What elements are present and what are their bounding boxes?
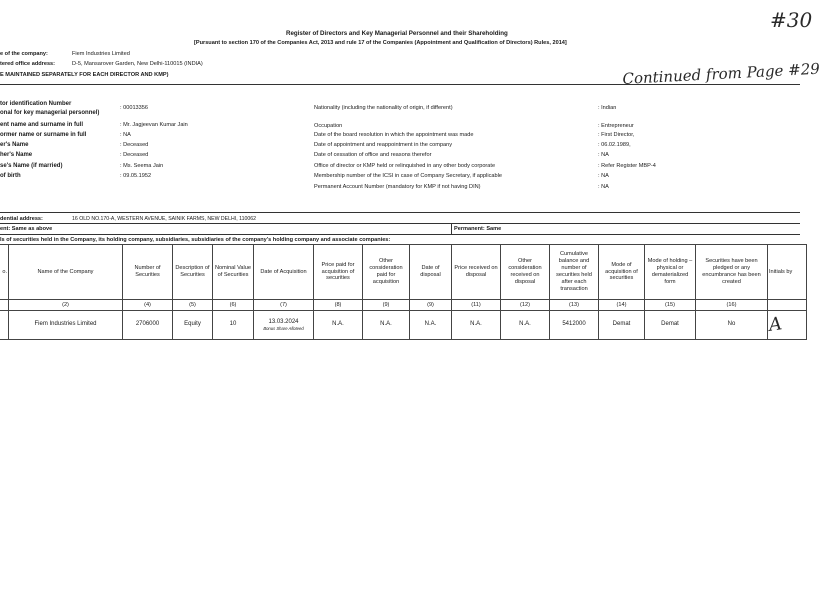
col-header-mode-hold: Mode of holding – physical or dematerialized form [645, 245, 696, 300]
permanent-address-label: Permanent: Same [454, 226, 502, 232]
col-header-other-received: Other consideration received on disposal [501, 245, 550, 300]
register-title: Register of Directors and Key Managerial Personnel and their Shareholding [286, 30, 508, 37]
father-name-value: : Deceased [120, 142, 149, 148]
cell-number: 2706000 [123, 311, 173, 340]
name-value: : Mr. Jagjeevan Kumar Jain [120, 122, 188, 128]
pan-label: Permanent Account Number (mandatory for KMP if not having DIN) [314, 184, 481, 190]
mother-name-label: her's Name [0, 152, 33, 158]
underline-divider [0, 84, 800, 85]
icsi-label: Membership number of the ICSI in case of Company Secretary, if applicable [314, 173, 502, 179]
col-header-price-paid: Price paid for acquisition of securities [314, 245, 363, 300]
cell-disposal-date: N.A. [410, 311, 452, 340]
nationality-label: Nationality (including the nationality of origin, if different) [314, 105, 453, 111]
address-vertical-divider [451, 223, 452, 234]
col-header-cumulative: Cumulative balance and number of securities held after each transaction [550, 245, 599, 300]
pan-value: : NA [598, 184, 609, 190]
maintained-note: E MAINTAINED SEPARATELY FOR EACH DIRECTOR AND KMP) [0, 72, 169, 78]
table-row [0, 311, 807, 340]
name-label: ent name and surname in full [0, 122, 84, 128]
former-name-label: ormer name or surname in full [0, 132, 87, 138]
appointment-date-label: Date of appointment and reappointment in the company [314, 142, 453, 148]
board-resolution-label: Date of the board resolution in which the appointment was made [314, 132, 474, 138]
din-value: : 00013356 [120, 105, 148, 111]
spouse-name-label: se's Name (if married) [0, 163, 63, 169]
dob-label: of birth [0, 173, 21, 179]
col-number: (9) [363, 300, 410, 311]
col-number: (12) [501, 300, 550, 311]
col-number: (13) [550, 300, 599, 311]
cell-other-received: N.A. [501, 311, 550, 340]
securities-heading: ls of securities held in the Company, its holding company, subsidiaries, subsidiaries of the company's holding company and associate companies: [0, 237, 391, 243]
table-number-row [0, 300, 807, 311]
cell-other-paid: N.A. [363, 311, 410, 340]
residential-label: dential address: [0, 216, 43, 222]
icsi-value: : NA [598, 173, 609, 179]
col-number: (14) [599, 300, 645, 311]
acq-date-value: 13.03.2024 [268, 318, 299, 325]
office-label: tered office address: [0, 61, 56, 67]
col-number [768, 300, 807, 311]
cell-mode-acq: Demat [599, 311, 645, 340]
securities-table [0, 244, 807, 340]
col-header-pledged: Securities have been pledged or any encumbrance has been created [696, 245, 768, 300]
register-subtitle: [Pursuant to section 170 of the Companies Act, 2013 and rule 17 of the Companies (Appointment and Qualification of Directors) Rules, 2014] [194, 40, 567, 46]
initials-signature: A [767, 312, 784, 336]
company-label: e of the company: [0, 51, 48, 57]
cell-company: Fiem Industries Limited [9, 311, 123, 340]
cell-sno [0, 311, 9, 340]
col-number: (2) [9, 300, 123, 311]
col-number [0, 300, 9, 311]
col-number: (8) [314, 300, 363, 311]
cell-description: Equity [173, 311, 213, 340]
other-office-value: : Refer Register MBP-4 [598, 163, 656, 169]
col-number: (16) [696, 300, 768, 311]
col-number: (5) [173, 300, 213, 311]
cell-price-paid: N.A. [314, 311, 363, 340]
cell-mode-hold: Demat [645, 311, 696, 340]
acq-date-note: Bonus Share Alloteed [263, 326, 304, 332]
nationality-value: : Indian [598, 105, 617, 111]
col-header-nominal: Nominal Value of Securities [213, 245, 254, 300]
col-header-sno: o. [0, 245, 9, 300]
col-number: (4) [123, 300, 173, 311]
present-address-label: ent: Same as above [0, 226, 53, 232]
col-number: (15) [645, 300, 696, 311]
left-fields [0, 101, 310, 191]
col-header-price-received: Price received on disposal [452, 245, 501, 300]
cell-nominal: 10 [213, 311, 254, 340]
handwritten-note: Continued from Page #29 [622, 59, 820, 88]
board-resolution-value: : First Director, [598, 132, 635, 138]
cell-price-received: N.A. [452, 311, 501, 340]
col-header-mode-acq: Mode of acquisition of securities [599, 245, 645, 300]
mother-name-value: : Deceased [120, 152, 149, 158]
office-value: D-5, Mansarover Garden, New Delhi-110015 (INDIA) [72, 61, 203, 67]
company-value: Fiem Industries Limited [72, 51, 130, 57]
cell-initials [768, 311, 807, 340]
occupation-value: : Entrepreneur [598, 123, 634, 129]
din-label: tor identification Number [0, 101, 72, 107]
col-number: (11) [452, 300, 501, 311]
other-office-label: Office of director or KMP held or relinquished in any other body corporate [314, 163, 496, 169]
appointment-date-value: : 06.02.1989, [598, 142, 631, 148]
residential-value: 16 OLD NO.170-A, WESTERN AVENUE, SAINIK FARMS, NEW DELHI, 110062 [72, 216, 257, 222]
col-number: (6) [213, 300, 254, 311]
col-header-description: Description of Securities [173, 245, 213, 300]
cell-cumulative: 5412000 [550, 311, 599, 340]
page-mark: #30 [770, 8, 813, 32]
address-top-border [0, 212, 800, 213]
table-header-row [0, 245, 807, 300]
cessation-label: Date of cessation of office and reasons therefor [314, 152, 432, 158]
col-header-other-paid: Other consideration paid for acquisition [363, 245, 410, 300]
col-header-disposal-date: Date of disposal [410, 245, 452, 300]
kmp-note-label: onal for key managerial personnel) [0, 110, 100, 116]
former-name-value: : NA [120, 132, 131, 138]
father-name-label: er's Name [0, 142, 29, 148]
occupation-label: Occupation [314, 123, 343, 129]
col-number: (9) [410, 300, 452, 311]
col-header-acq-date: Date of Acquisition [254, 245, 314, 300]
address-mid-border [0, 223, 800, 224]
cell-pledged: No [696, 311, 768, 340]
cessation-value: : NA [598, 152, 609, 158]
col-header-initials: Initials by [768, 245, 807, 300]
col-number: (7) [254, 300, 314, 311]
dob-value: : 09.05.1952 [120, 173, 152, 179]
col-header-company: Name of the Company [9, 245, 123, 300]
col-header-number: Number of Securities [123, 245, 173, 300]
cell-acq-date [254, 311, 314, 340]
right-fields [314, 105, 800, 195]
address-bottom-border [0, 234, 800, 235]
spouse-name-value: : Ms. Seema Jain [120, 163, 164, 169]
